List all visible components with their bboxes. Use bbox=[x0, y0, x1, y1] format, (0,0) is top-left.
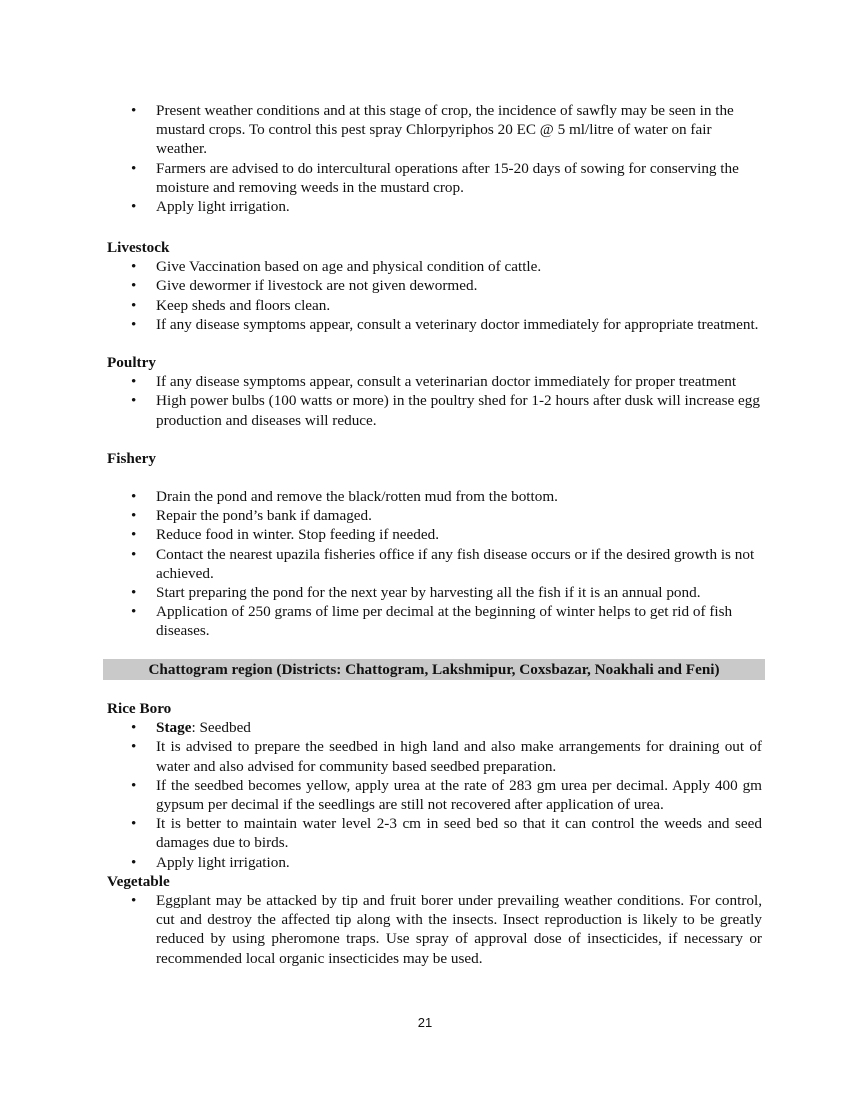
rice-boro-heading: Rice Boro bbox=[107, 700, 172, 717]
list-item: • Drain the pond and remove the black/rotten mud from the bottom. bbox=[106, 487, 762, 506]
list-item: • High power bulbs (100 watts or more) in the poultry shed for 1-2 hours after dusk will increase egg production and diseases will reduce. bbox=[106, 391, 762, 429]
list-item: • Farmers are advised to do intercultural operations after 15-20 days of sowing for conserving the moisture and removing weeds in the mustard crop. bbox=[106, 159, 762, 197]
list-item: • Give Vaccination based on age and physical condition of cattle. bbox=[106, 257, 762, 276]
list-item: • If any disease symptoms appear, consult a veterinary doctor immediately for appropriate treatment. bbox=[106, 315, 762, 334]
fishery-section bbox=[0, 449, 850, 468]
list-item: • Present weather conditions and at this stage of crop, the incidence of sawfly may be seen in the mustard crops. To control this pest spray Chlorpyriphos 20 EC @ 5 ml/litre of water on fair weather. bbox=[106, 101, 762, 159]
list-item bbox=[106, 718, 762, 737]
list-item: • It is advised to prepare the seedbed in high land and also make arrangements for draining out of water and also advised for community based seedbed preparation. bbox=[106, 737, 762, 775]
livestock-heading: Livestock bbox=[107, 239, 170, 256]
list-item: • If any disease symptoms appear, consult a veterinarian doctor immediately for proper treatment bbox=[106, 372, 762, 391]
fishery-list bbox=[0, 487, 850, 641]
page-number: 21 bbox=[417, 1015, 433, 1030]
list-item: • If the seedbed becomes yellow, apply urea at the rate of 283 gm urea per decimal. Apply 400 gm gypsum per decimal if the seedlings are still not recovered after application of urea. bbox=[106, 776, 762, 814]
list-item: • Eggplant may be attacked by tip and fruit borer under prevailing weather conditions. For control, cut and destroy the affected tip along with the insects. Insect reproduction is likely to be greatly reduced by using pheromone traps. Use spray of approval dose of insecticides, if necessary or recommended local organic insecticides may be used. bbox=[106, 891, 762, 968]
list-item: • It is better to maintain water level 2-3 cm in seed bed so that it can control the weeds and seed damages due to birds. bbox=[106, 814, 762, 852]
list-item: • Give dewormer if livestock are not given dewormed. bbox=[106, 276, 762, 295]
stage-value: : Seedbed bbox=[191, 719, 251, 737]
poultry-heading: Poultry bbox=[107, 354, 156, 371]
poultry-list bbox=[0, 372, 850, 430]
rice-boro-list bbox=[0, 718, 850, 872]
list-item: • Contact the nearest upazila fisheries office if any fish disease occurs or if the desired growth is not achieved. bbox=[106, 545, 762, 583]
vegetable-heading: Vegetable bbox=[107, 872, 170, 890]
fishery-list-section bbox=[0, 487, 850, 641]
livestock-list bbox=[0, 257, 850, 334]
rice-boro-section bbox=[0, 699, 850, 968]
fishery-heading: Fishery bbox=[107, 450, 156, 467]
mustard-list bbox=[0, 101, 850, 216]
region-banner: Chattogram region (Districts: Chattogram, Lakshmipur, Coxsbazar, Noakhali and Feni) bbox=[103, 659, 765, 680]
list-item: • Keep sheds and floors clean. bbox=[106, 296, 762, 315]
livestock-section bbox=[0, 238, 850, 334]
list-item: • Start preparing the pond for the next year by harvesting all the fish if it is an annual pond. bbox=[106, 583, 762, 602]
list-item: • Reduce food in winter. Stop feeding if needed. bbox=[106, 525, 762, 544]
poultry-section bbox=[0, 353, 850, 430]
stage-label: Stage bbox=[156, 719, 192, 737]
vegetable-list bbox=[0, 891, 850, 968]
list-item: • Apply light irrigation. bbox=[106, 197, 762, 216]
list-item: • Repair the pond’s bank if damaged. bbox=[106, 506, 762, 525]
mustard-section bbox=[0, 101, 850, 216]
list-item: • Application of 250 grams of lime per decimal at the beginning of winter helps to get rid of fish diseases. bbox=[106, 602, 762, 640]
list-item: • Apply light irrigation. bbox=[106, 853, 762, 872]
